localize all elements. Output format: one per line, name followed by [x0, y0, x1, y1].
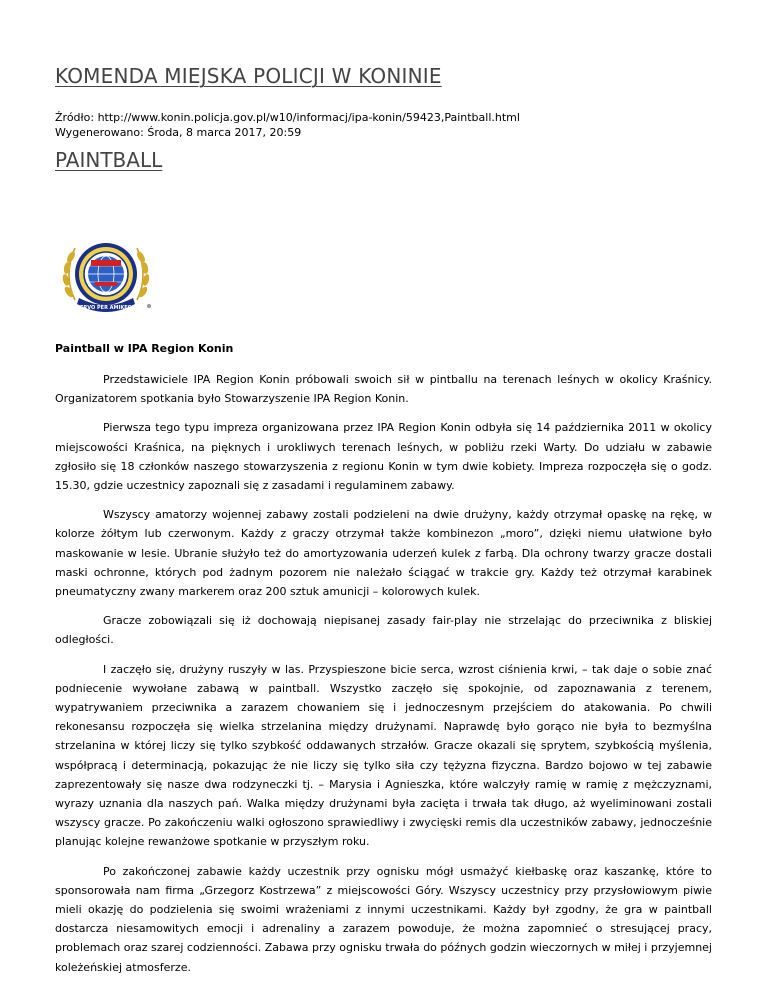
article-body: [55, 370, 712, 987]
generated-date: Wygenerowano: Środa, 8 marca 2017, 20:59: [55, 126, 302, 139]
paragraph: Wszyscy amatorzy wojennej zabawy zostali podzieleni na dwie drużyny, każdy otrzymał opaskę na rękę, w kolorze żółtym lub czerwonym. Każdy z graczy otrzymał także kombinezon „moro”, dzięki niemu ułatwione było maskowanie w lesie. Ubranie służyło też do amortyzowania uderzeń kulek z farbą. Dla ochrony twarzy gracze dostali maski ochronne, których pod żadnym pozorem nie należało ściągać w trakcie gry. Każdy też otrzymał karabinek pneumatyczny zwany markerem oraz 200 sztuk amunicji – kolorowych kulek.: [55, 508, 712, 599]
paragraph: Po zakończonej zabawie każdy uczestnik przy ognisku mógł usmażyć kiełbaskę oraz kaszankę, które to sponsorowała nam firma „Grzegorz Kostrzewa” z miejscowości Góry. Wszyscy uczestnicy przy przysłowiowym piwie mieli okazję do podzielenia się swoimi wrażeniami z innymi uczestnikami. Każdy był zgodny, że gra w paintball dostarcza niesamowitych emocji i adrenaliny a zarazem powoduje, że można zapomnieć o stresującej pracy, problemach oraz szarej codzienności. Zabawa przy ognisku trwała do późnych godzin wieczornych w miłej i przyjemnej koleżeńskiej atmosferze.: [55, 864, 712, 974]
document-meta: [55, 110, 520, 140]
paragraph: Przedstawiciele IPA Region Konin próbowali swoich sił w pintballu na terenach leśnych w okolicy Kraśnicy. Organizatorem spotkania było Stowarzyszenie IPA Region Konin.: [55, 373, 712, 406]
svg-text:SERVO PER AMIKECO: SERVO PER AMIKECO: [76, 305, 136, 311]
ipa-logo-icon: [55, 230, 165, 322]
paragraph: Pierwsza tego typu impreza organizowana przez IPA Region Konin odbyła się 14 października 2011 w okolicy miejscowości Kraśnica, na pięknych i urokliwych terenach leśnych, w pobliżu rzeki Warty. Do udziału w zabawie zgłosiło się 18 członków naszego stowarzyszenia z regionu Konin w tym dwie kobiety. Impreza rozpoczęła się o godz. 15.30, gdzie uczestnicy zapoznali się z zasadami i regulaminem zabawy.: [55, 421, 712, 493]
paragraph: Gracze zobowiązali się iż dochowają niepisanej zasady fair-play nie strzelając do przeciwnika z bliskiej odległości.: [55, 614, 712, 647]
paragraph: I zaczęło się, drużyny ruszyły w las. Przyspieszone bicie serca, wzrost ciśnienia krwi, – tak daje o sobie znać podniecenie wywołane zabawą w paintball. Wszystko zaczęło się spokojnie, od zapoznawania z terenem, wypatrywaniem przeciwnika a zarazem chowaniem się i jednoczesnym przejściem do atakowania. Po chwili rekonesansu rozpoczęła się wielka strzelanina między drużynami. Naprawdę było gorąco nie była to bezmyślna strzelanina w której liczy się tylko szybkość oddawanych strzałów. Gracze okazali się sprytem, szybkością myślenia, współpracą i determinacją, pokazując że nie liczy się tylko siła czy tężyzna fizyczna. Bardzo bojowo w tej zabawie zaprezentowały się nasze dwa rodzyneczki tj. – Marysia i Agnieszka, które walczyły ramię w ramię z mężczyznami, wyrazy uznania dla naszych pań. Walka między drużynami była zacięta i trwała tak długo, aż wyeliminowani zostali wszyscy gracze. Po zakończeniu walki ogłoszono sprawiedliwy i zwycięski remis dla uczestników zabawy, jednocześnie planując kolejne rewanżowe spotkanie w przyszłym roku.: [55, 662, 712, 849]
organization-title: KOMENDA MIEJSKA POLICJI W KONINIE: [55, 64, 442, 88]
article-title: PAINTBALL: [55, 148, 163, 172]
source-url: Źródło: http://www.konin.policja.gov.pl/w10/informacj/ipa-konin/59423,Paintball.html: [55, 111, 520, 124]
article-subtitle: Paintball w IPA Region Konin: [55, 342, 234, 355]
